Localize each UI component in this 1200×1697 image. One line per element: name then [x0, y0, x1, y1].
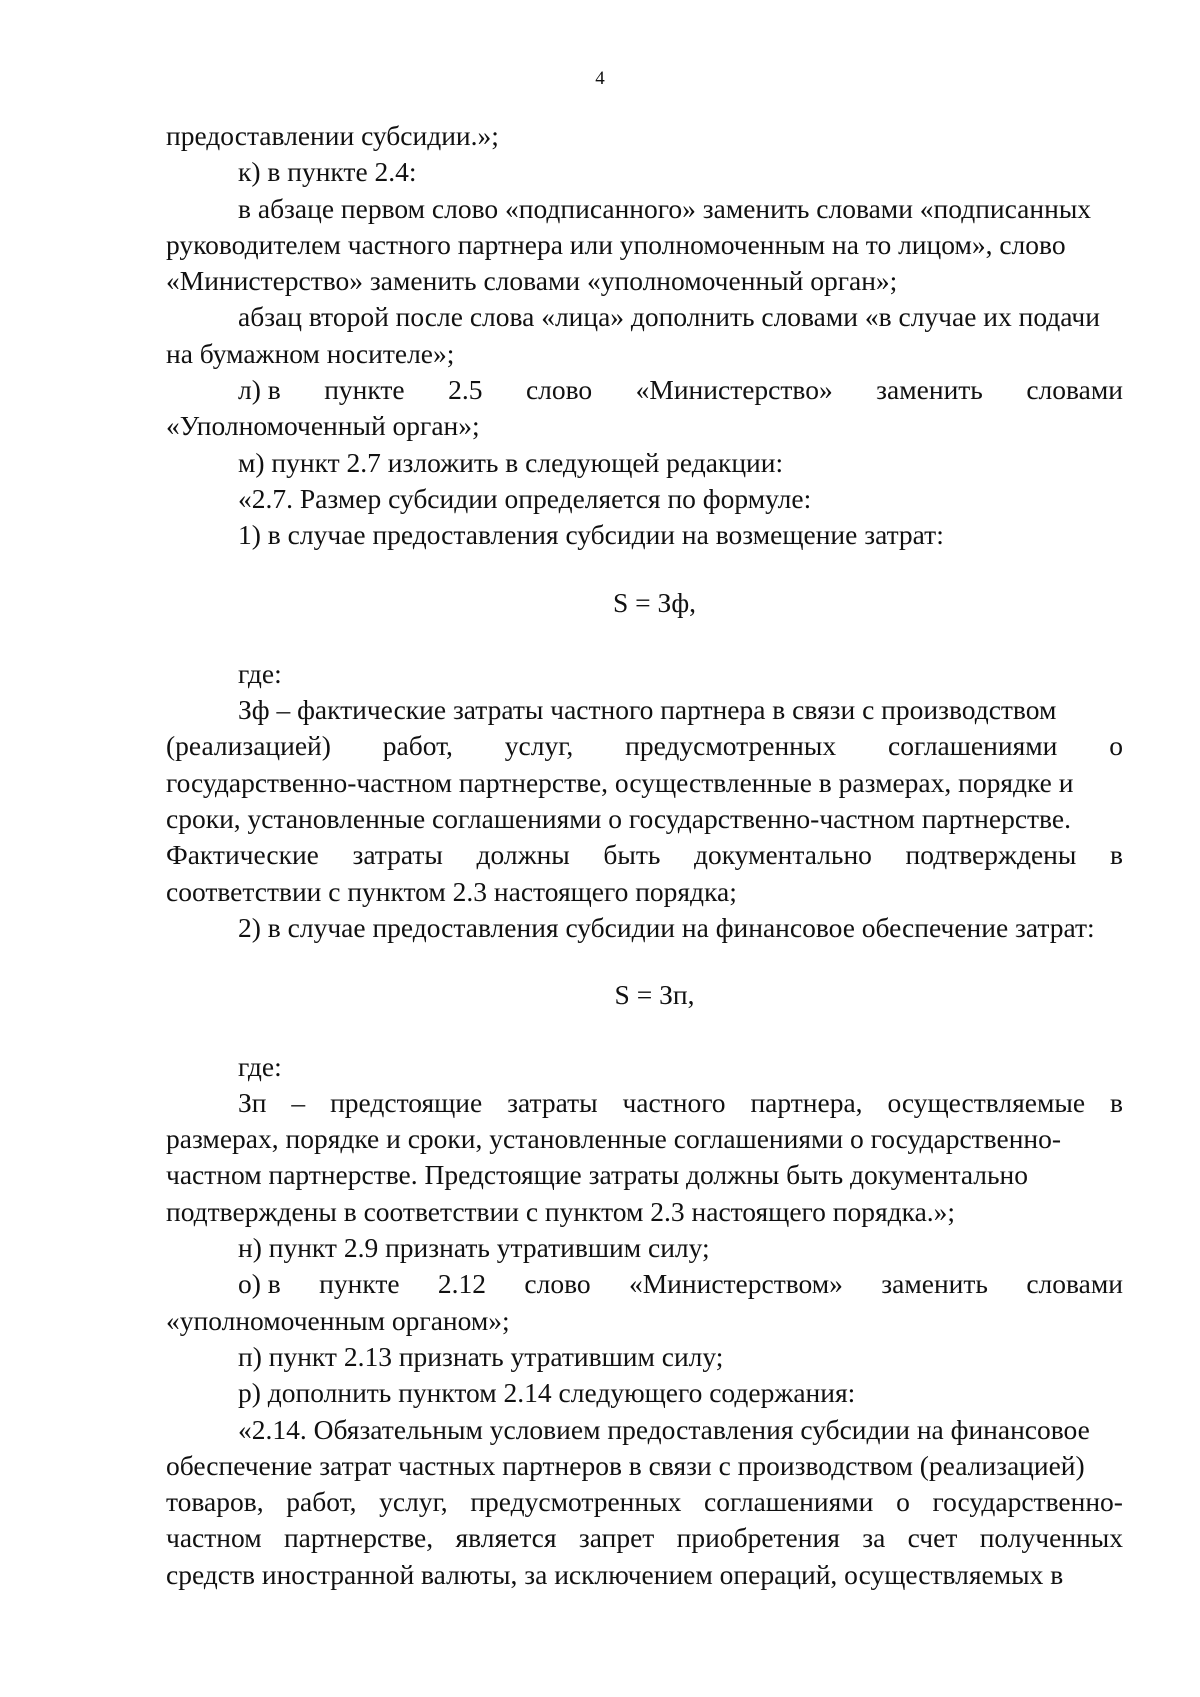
word: является [455, 1522, 557, 1554]
word: предстоящие [330, 1086, 483, 1118]
word: подтверждены [905, 839, 1077, 871]
word: затраты [352, 839, 443, 871]
text-line: руководителем частного партнера или уполномоченным на то лицом», слово [166, 228, 1066, 260]
word: частном [166, 1522, 262, 1554]
text-line: государственно-частном партнерстве, осуществленные в размерах, порядке и [166, 766, 1074, 798]
text-line: обеспечение затрат частных партнеров в связи с производством (реализацией) [166, 1449, 1085, 1481]
word: счет [907, 1522, 958, 1554]
word: слово [524, 1268, 591, 1300]
word: 2.5 [448, 374, 483, 406]
word: о) в [238, 1268, 281, 1300]
word: предусмотренных [470, 1486, 682, 1518]
word: словами [1026, 1268, 1123, 1300]
word: словами [1026, 374, 1123, 406]
text-line: где: [238, 657, 282, 689]
text-line: частном партнерстве. Предстоящие затраты должны быть документально [166, 1159, 1028, 1191]
word: соглашениями [704, 1486, 874, 1518]
justified-line [166, 728, 1123, 764]
justified-line [166, 837, 1123, 873]
text-line: подтверждены в соответствии с пунктом 2.3 настоящего порядка.»; [166, 1195, 956, 1227]
word: л) в [238, 374, 281, 406]
text-line: соответствии с пунктом 2.3 настоящего порядка; [166, 875, 737, 907]
word: товаров, [166, 1486, 264, 1518]
text-line: в абзаце первом слово «подписанного» заменить словами «подписанных [238, 192, 1092, 224]
document-body [166, 118, 1123, 1593]
text-line: средств иностранной валюты, за исключением операций, осуществляемых в [166, 1558, 1064, 1590]
page-number: 4 [595, 68, 605, 89]
word: приобретения [676, 1522, 840, 1554]
word: партнера, [750, 1086, 863, 1118]
text-line: размерах, порядке и сроки, установленные соглашениями о государственно- [166, 1123, 1062, 1155]
text-line: 1) в случае предоставления субсидии на возмещение затрат: [238, 519, 944, 551]
word: слово [525, 374, 593, 406]
word: должны [476, 839, 570, 871]
word: полученных [979, 1522, 1123, 1554]
text-line: где: [238, 1050, 282, 1082]
word: документально [693, 839, 872, 871]
word: «Министерством» [628, 1268, 843, 1300]
text-line: «2.7. Размер субсидии определяется по формуле: [238, 482, 812, 514]
word: партнерстве, [283, 1522, 434, 1554]
word: частного [622, 1086, 726, 1118]
text-line: абзац второй после слова «лица» дополнить словами «в случае их подачи [238, 301, 1100, 333]
text-line: «Уполномоченный орган»; [166, 410, 480, 442]
list-item-m: м) пункт 2.7 изложить в следующей редакции: [238, 446, 784, 478]
text-line: 2) в случае предоставления субсидии на финансовое обеспечение затрат: [238, 911, 1095, 943]
text-line: сроки, установленные соглашениями о государственно-частном партнерстве. [166, 803, 1071, 835]
word: услуг, [379, 1486, 448, 1518]
word: запрет [578, 1522, 655, 1554]
word: о [1109, 730, 1123, 762]
justified-line [166, 1085, 1123, 1121]
word: пункте [319, 1268, 400, 1300]
word: заменить [876, 374, 983, 406]
word: предусмотренных [625, 730, 837, 762]
word: о [896, 1486, 910, 1518]
word: в [1109, 1086, 1123, 1118]
list-item-k: к) в пункте 2.4: [238, 156, 417, 188]
list-item-n: н) пункт 2.9 признать утратившим силу; [238, 1232, 710, 1264]
justified-line [166, 227, 1123, 263]
text-line [166, 227, 1123, 263]
word: 2.12 [437, 1268, 487, 1300]
text-line: «2.14. Обязательным условием предоставления субсидии на финансовое [238, 1413, 1090, 1445]
formula: S = Зп, [614, 979, 695, 1011]
word: «Министерство» [635, 374, 833, 406]
list-item-o [166, 1266, 1123, 1302]
word: – [291, 1086, 306, 1118]
word: соглашениями [887, 730, 1058, 762]
text-line: на бумажном носителе»; [166, 337, 455, 369]
word: пункте [324, 374, 405, 406]
list-item-r: р) дополнить пунктом 2.14 следующего содержания: [238, 1377, 856, 1409]
text-line: «Министерство» заменить словами «уполномоченный орган»; [166, 265, 898, 297]
word: осуществляемые [887, 1086, 1086, 1118]
list-item-p: п) пункт 2.13 признать утратившим силу; [238, 1340, 724, 1372]
word: заменить [881, 1268, 988, 1300]
word: затраты [507, 1086, 598, 1118]
formula: S = Зф, [612, 586, 697, 618]
word: работ, [382, 730, 453, 762]
word: государственно- [932, 1486, 1123, 1518]
text-line: Зф – фактические затраты частного партнера в связи с производством [238, 694, 1057, 726]
word: быть [603, 839, 661, 871]
text-line [166, 692, 1123, 728]
word: Фактические [166, 839, 319, 871]
justified-line [166, 1520, 1123, 1556]
word: Зп [238, 1086, 267, 1118]
list-item-l [166, 372, 1123, 408]
word: за [862, 1522, 886, 1554]
text-line: «уполномоченным органом»; [166, 1304, 510, 1336]
word: работ, [286, 1486, 357, 1518]
text-line: предоставлении субсидии.»; [166, 120, 499, 151]
word: в [1109, 839, 1123, 871]
justified-line [166, 1484, 1123, 1520]
word: (реализацией) [166, 730, 331, 762]
word: услуг, [504, 730, 574, 762]
